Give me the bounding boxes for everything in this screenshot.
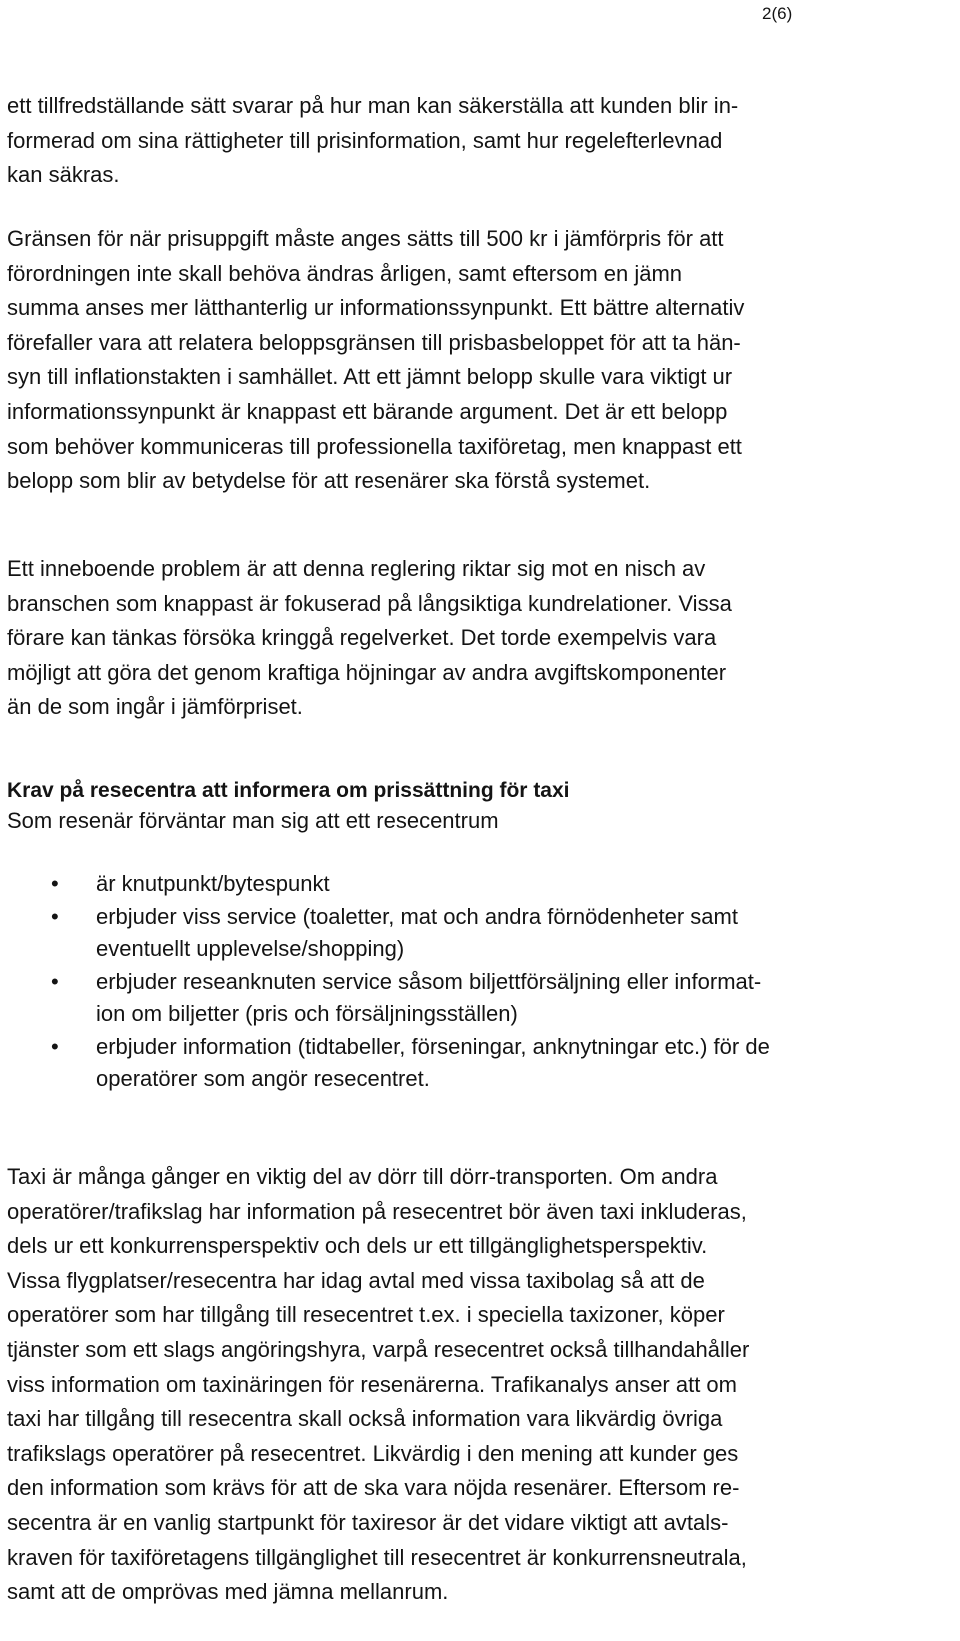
paragraph-continuation [7,89,955,193]
text-line: taxi har tillgång till resecentra skall också information vara likvärdig övriga [7,1406,723,1432]
text-line: dels ur ett konkurrensperspektiv och dels ur ett tillgänglighetsperspektiv. [7,1233,708,1259]
text-line: informationssynpunkt är knappast ett bärande argument. Det är ett belopp [7,398,728,424]
text-line: kan säkras. [7,162,120,188]
bullet-list [0,868,960,1096]
section-intro: Som resenär förväntar man sig att ett resecentrum [7,808,499,833]
text-line: belopp som blir av betydelse för att resenärer ska förstå systemet. [7,468,651,494]
page-number: 2(6) [762,4,793,23]
text-line: Ett inneboende problem är att denna reglering riktar sig mot en nisch av [7,556,706,581]
text-line: trafikslags operatörer på resecentret. Likvärdig i den mening att kunder ges [7,1440,739,1466]
text-line: tjänster som ett slags angöringshyra, varpå resecentret också tillhandahåller [7,1336,750,1362]
text-line: den information som krävs för att de ska vara nöjda resenärer. Eftersom re- [7,1475,740,1501]
text-line: erbjuder viss service (toaletter, mat och andra förnödenheter samt [96,903,738,929]
text-line: förare kan tänkas försöka kringgå regelverket. Det torde exempelvis vara [7,625,717,651]
text-line: Gränsen för när prisuppgift måste anges sätts till 500 kr i jämförpris för att [7,226,724,251]
text-line: kraven för taxiföretagens tillgänglighet till resecentret är konkurrensneutrala, [7,1544,747,1570]
text-line: ett tillfredställande sätt svarar på hur man kan säkerställa att kunden blir in- [7,93,739,118]
bullet-icon: • [51,1033,59,1059]
text-line: erbjuder reseanknuten service såsom biljettförsäljning eller informat- [96,968,762,994]
list-item [0,901,960,966]
text-line: Taxi är många gånger en viktig del av dörr till dörr-transporten. Om andra [7,1164,718,1189]
section-heading: Krav på resecentra att informera om prissättning för taxi [7,779,570,802]
text-line: samt att de omprövas med jämna mellanrum. [7,1579,449,1605]
paragraph-price-threshold [7,222,955,499]
list-item [0,1031,960,1096]
paragraph-taxi-at-hubs [7,1160,955,1610]
text-line: är knutpunkt/bytespunkt [96,871,330,896]
text-line: förefaller vara att relatera beloppsgränsen till prisbasbeloppet för att ta hän- [7,329,741,355]
list-item [0,868,960,901]
paragraph-inherent-problem [7,552,955,725]
text-line: möjligt att göra det genom kraftiga höjningar av andra avgiftskomponenter [7,659,727,685]
text-line: secentra är en vanlig startpunkt för taxiresor är det vidare viktigt att avtals- [7,1509,729,1535]
text-line: operatörer som angör resecentret. [96,1066,430,1091]
text-line: formerad om sina rättigheter till prisinformation, samt hur regelefterlevnad [7,127,723,153]
bullet-icon: • [51,968,59,994]
text-line: operatörer som har tillgång till resecentret t.ex. i speciella taxizoner, köper [7,1302,725,1328]
text-line: eventuellt upplevelse/shopping) [96,936,405,961]
text-line: än de som ingår i jämförpriset. [7,694,303,720]
text-line: syn till inflationstakten i samhället. Att ett jämnt belopp skulle vara viktigt ur [7,364,733,390]
text-line: Vissa flygplatser/resecentra har idag avtal med vissa taxibolag så att de [7,1267,705,1293]
text-line: som behöver kommuniceras till professionella taxiföretag, men knappast ett [7,433,742,459]
text-line: branschen som knappast är fokuserad på långsiktiga kundrelationer. Vissa [7,590,732,616]
text-line: ion om biljetter (pris och försäljningsställen) [96,1001,518,1026]
text-line: erbjuder information (tidtabeller, förseningar, anknytningar etc.) för de [96,1033,770,1059]
text-line: förordningen inte skall behöva ändras årligen, samt eftersom en jämn [7,260,683,286]
text-line: viss information om taxinäringen för resenärerna. Trafikanalys anser att om [7,1371,737,1397]
bullet-icon: • [51,871,59,896]
text-line: operatörer/trafikslag har information på resecentret bör även taxi inkluderas, [7,1198,747,1224]
text-line: summa anses mer lätthanterlig ur informationssynpunkt. Ett bättre alternativ [7,295,745,321]
bullet-icon: • [51,903,59,929]
list-item [0,966,960,1031]
